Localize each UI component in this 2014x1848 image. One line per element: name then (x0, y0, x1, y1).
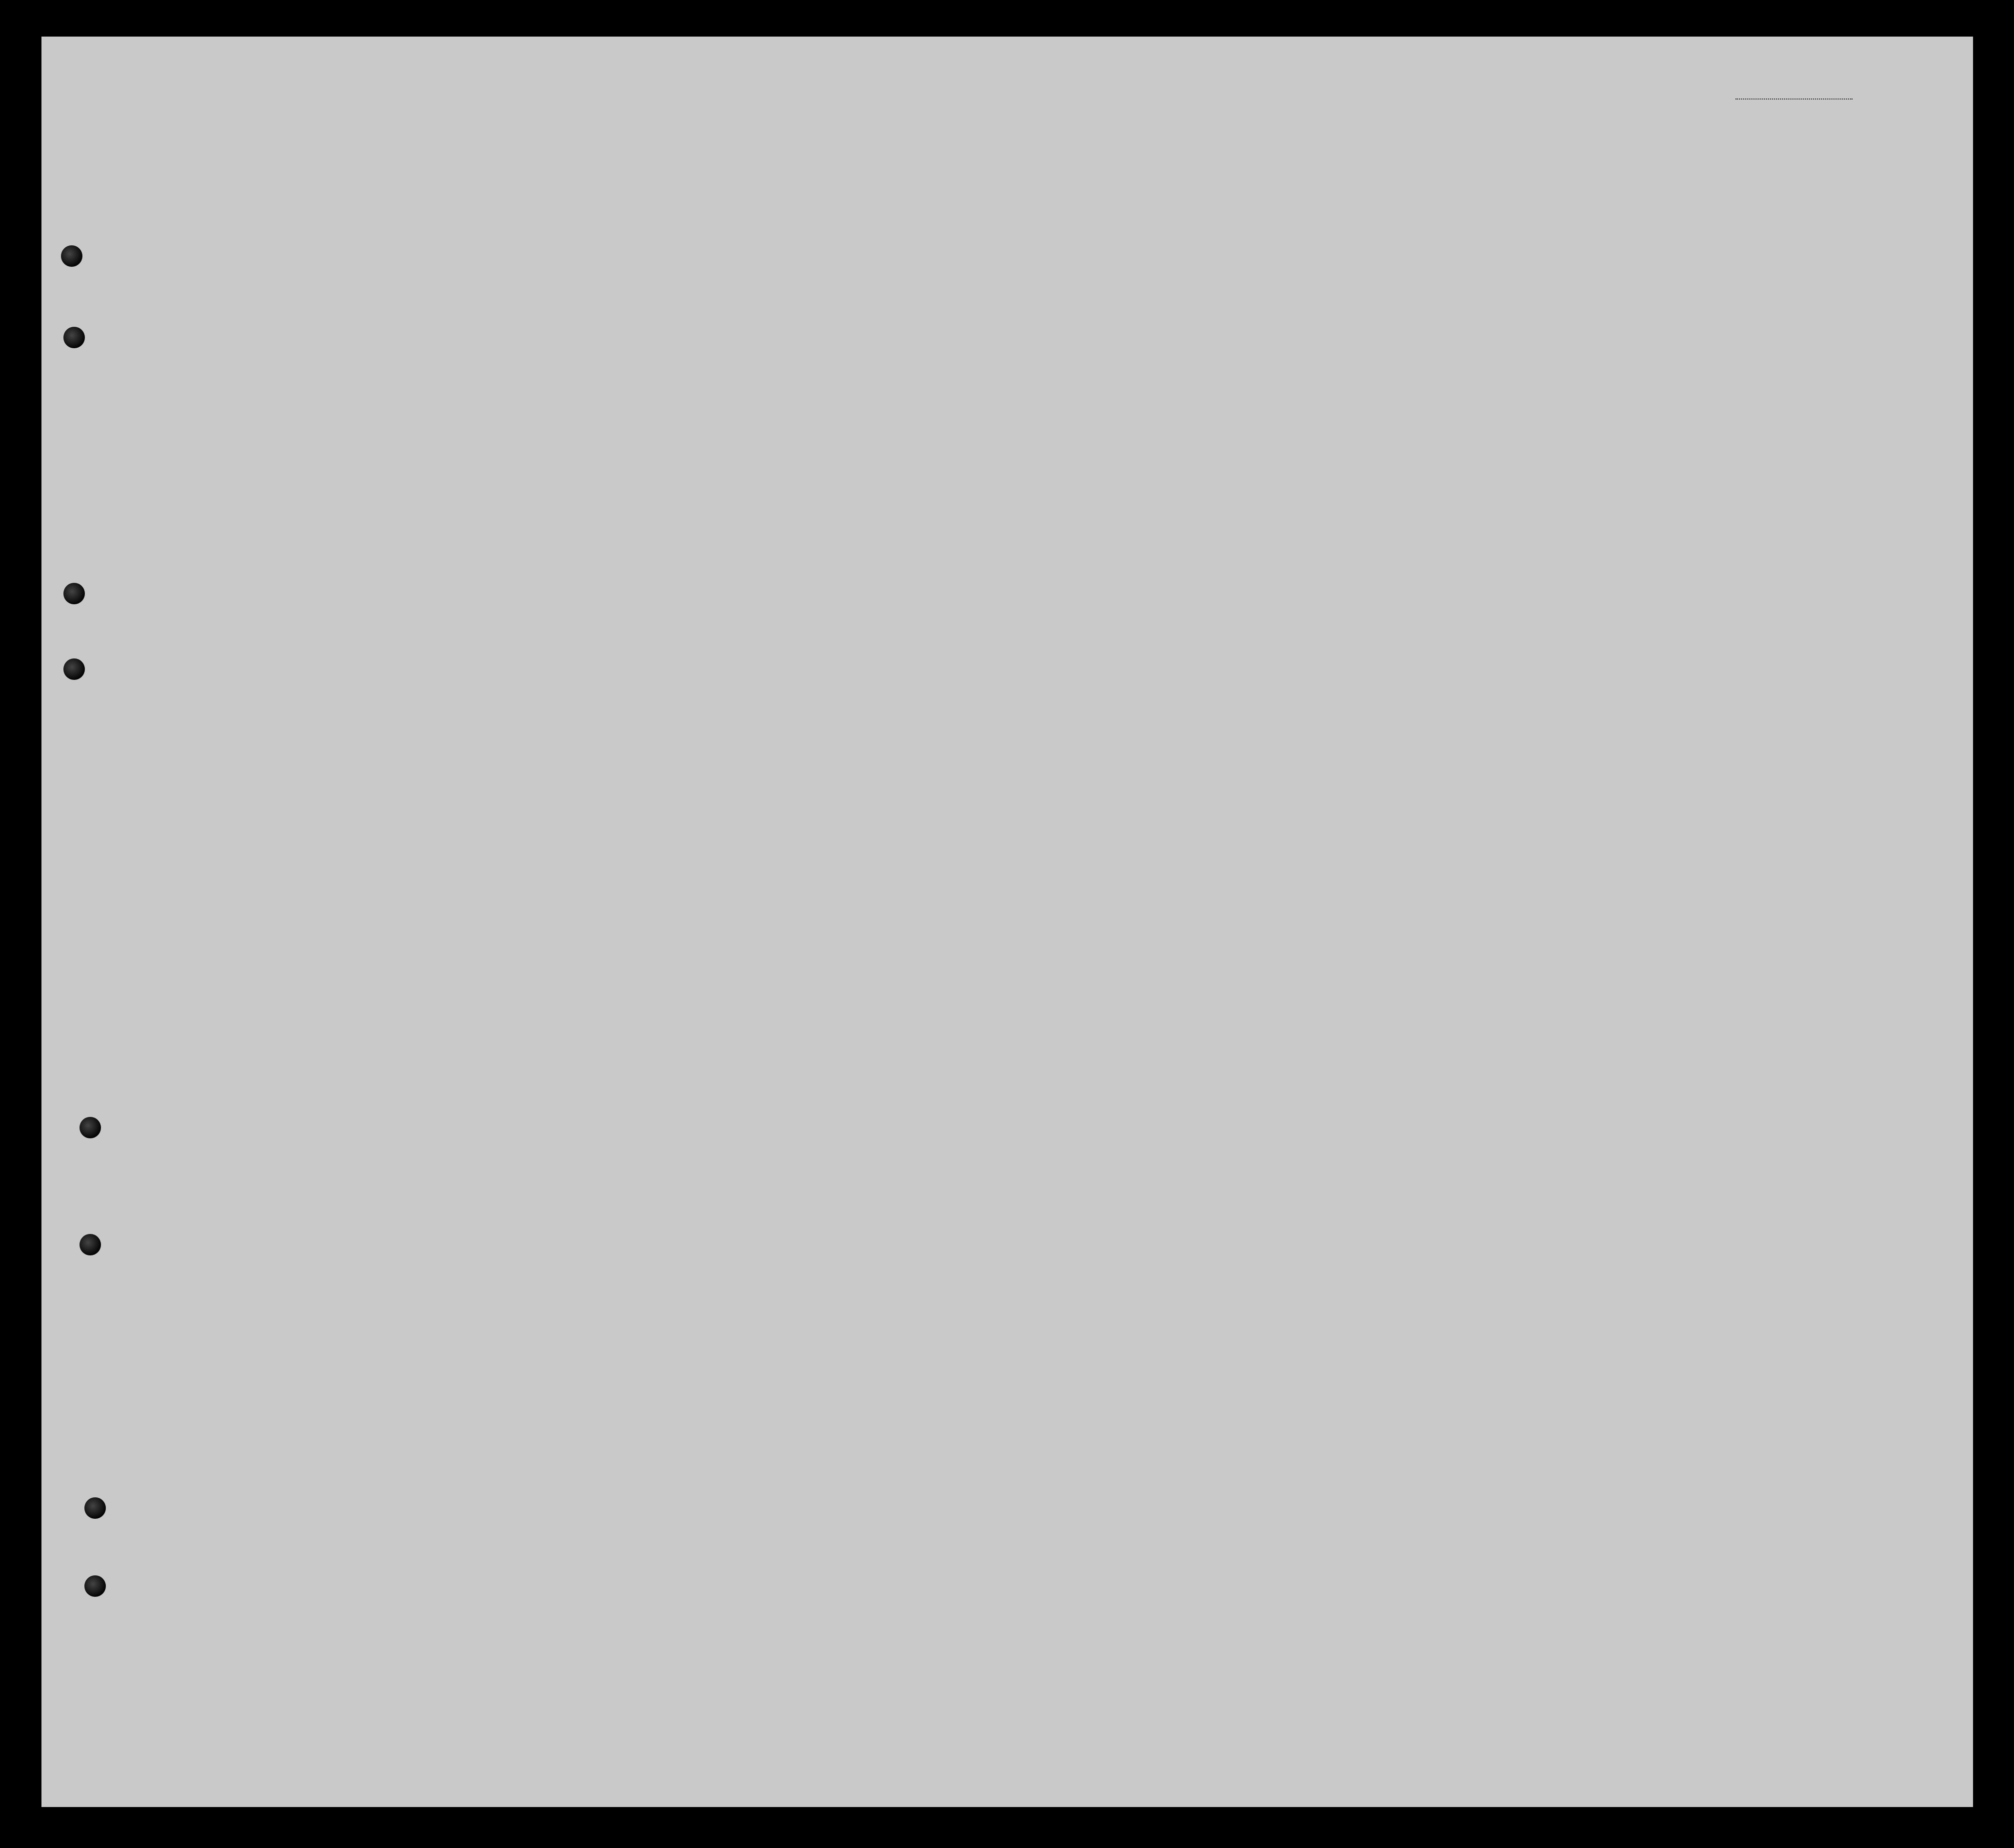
col24b-header (1212, 335, 1232, 452)
binder-hole (84, 1497, 106, 1519)
col29-header (1434, 319, 1458, 446)
binder-hole (84, 1575, 106, 1597)
ruled-grid (41, 37, 1973, 1807)
col24c-header (1263, 335, 1283, 452)
col28-header (1377, 319, 1406, 446)
binder-hole (63, 583, 85, 604)
binder-hole (61, 245, 82, 267)
col25-header (1285, 319, 1310, 446)
binder-hole (80, 1234, 101, 1255)
binder-hole (63, 327, 85, 348)
col24a-header (1140, 335, 1159, 452)
list-label (1732, 78, 1853, 105)
col30-header (1479, 324, 1499, 446)
binder-hole (63, 658, 85, 680)
manifest-sheet (41, 37, 1973, 1807)
binder-hole (80, 1117, 101, 1138)
